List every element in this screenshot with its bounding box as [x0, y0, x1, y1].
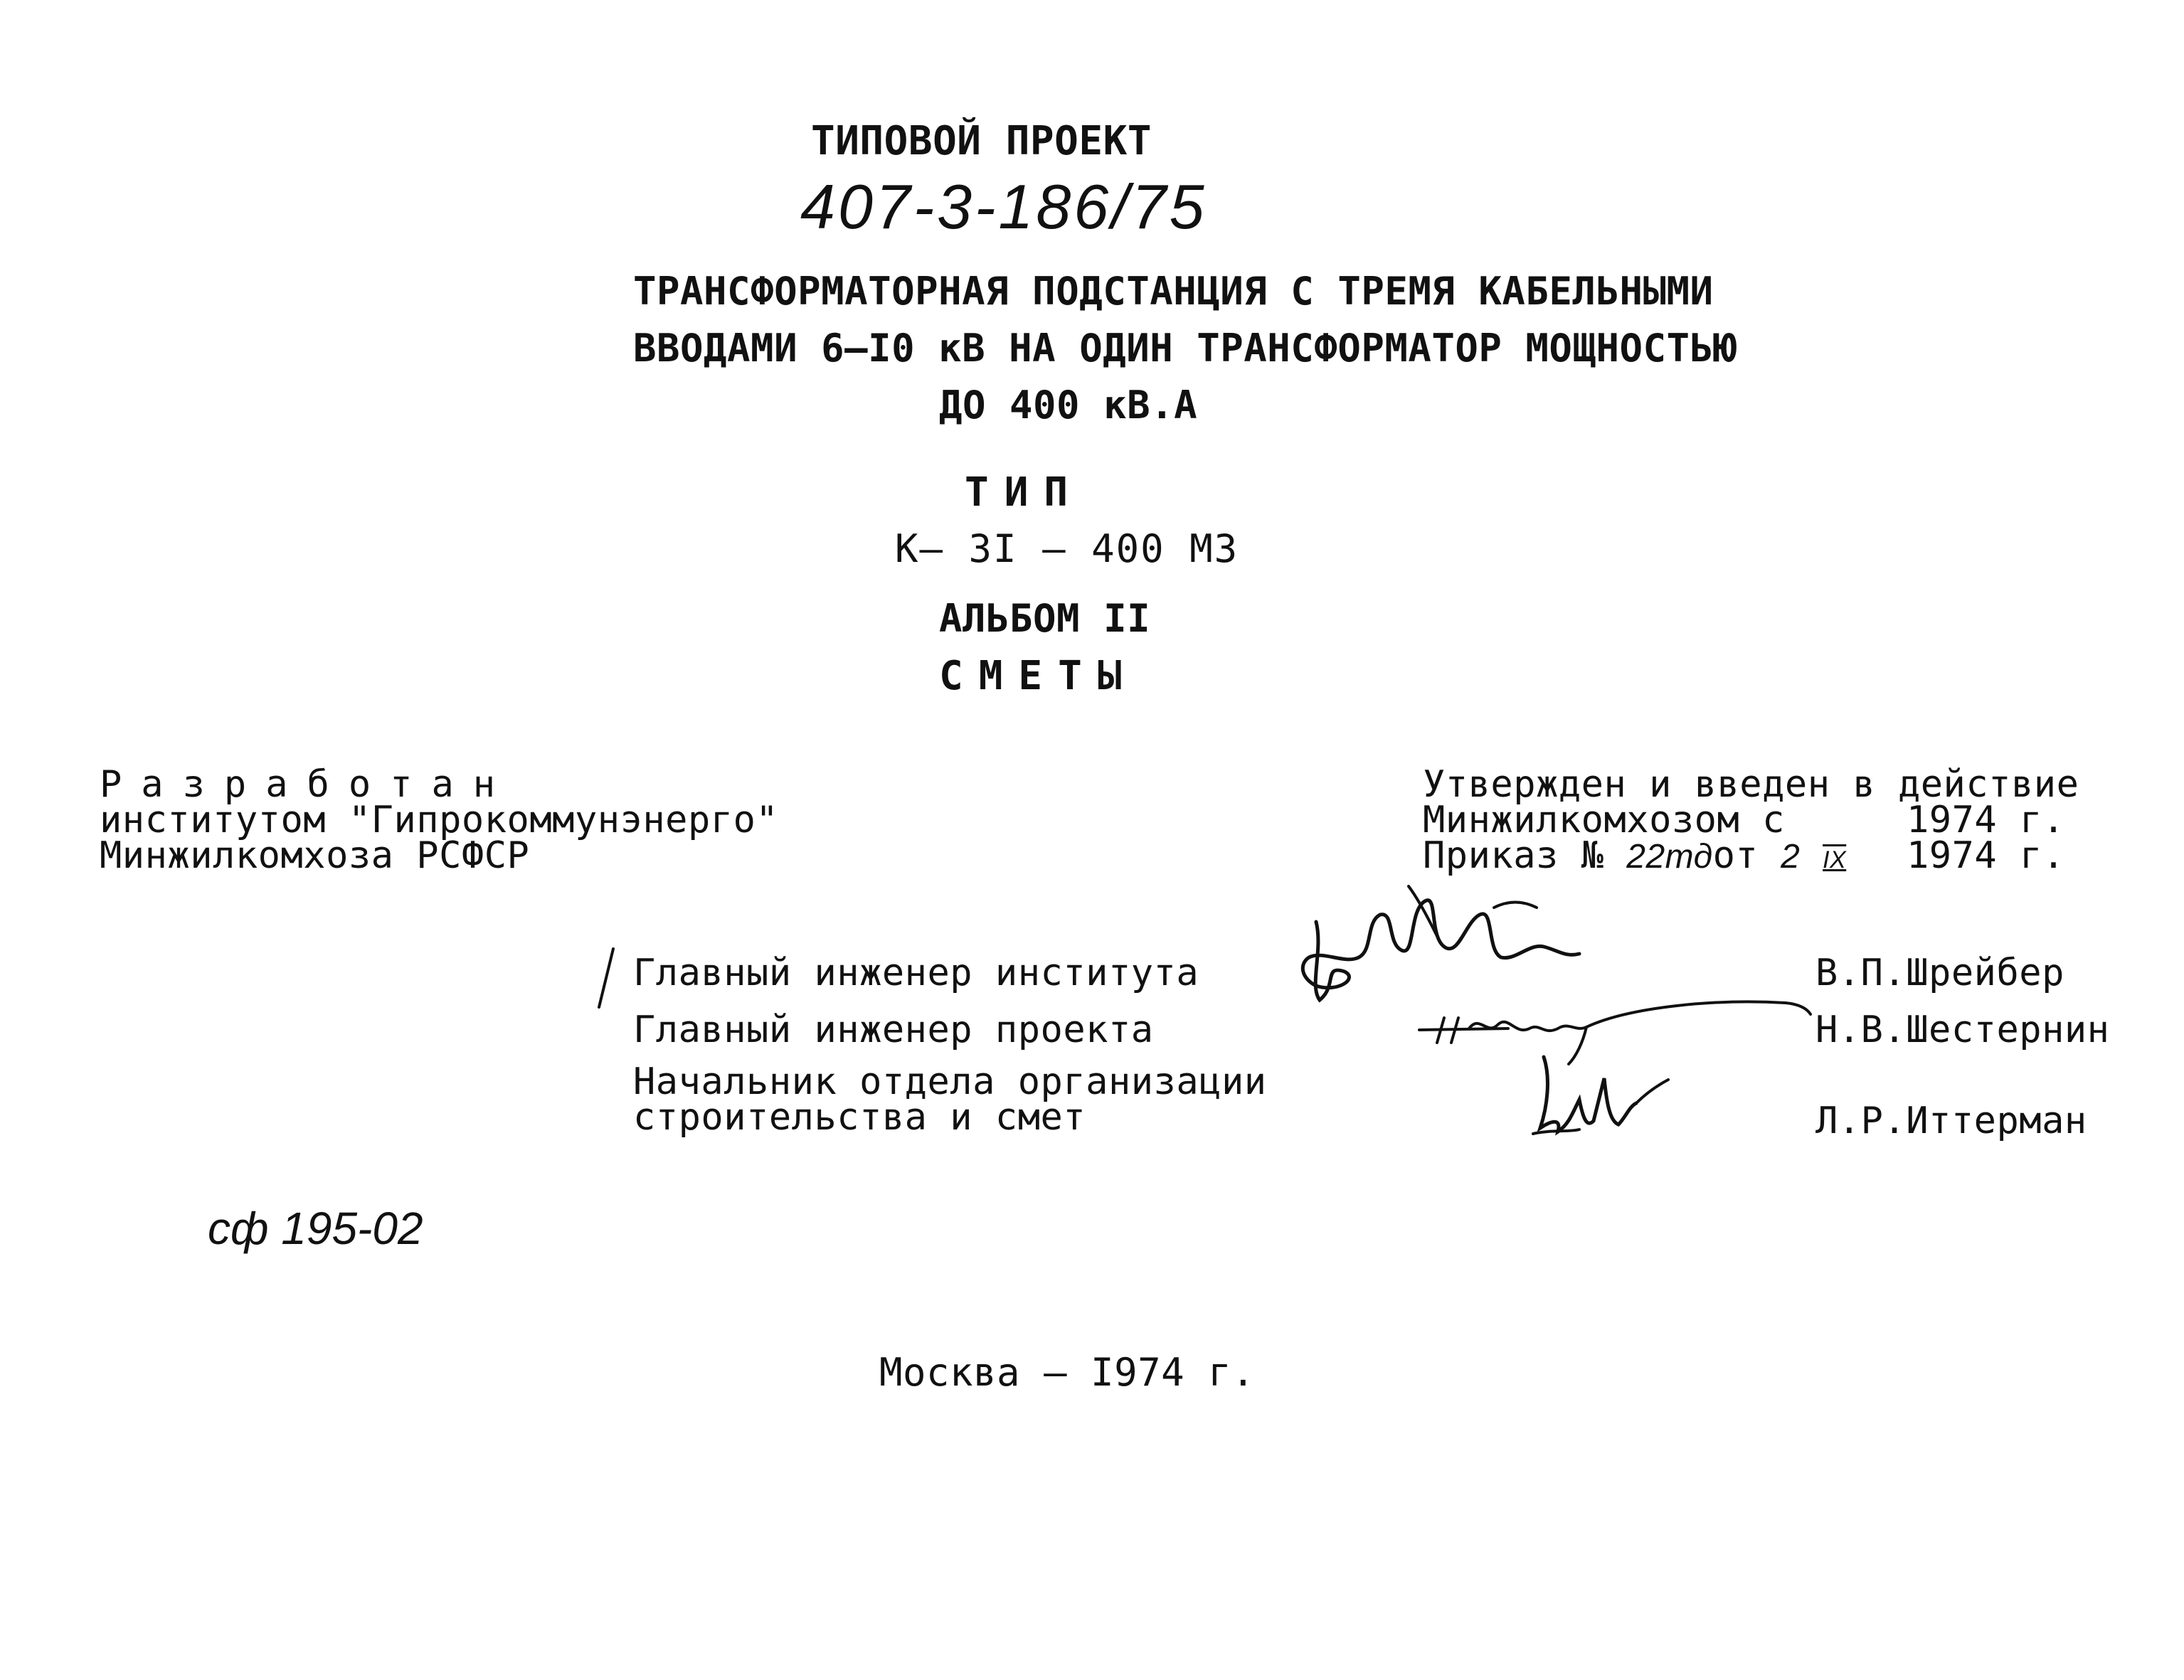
order-day: 2 — [1781, 838, 1801, 876]
approval-ministry: Минжилкомхозом с — [1423, 799, 1785, 841]
tick-mark — [595, 946, 616, 1010]
staff-position-chief-project: Главный инженер проекта — [633, 1009, 1154, 1051]
order-number: 22тд — [1626, 838, 1713, 876]
archive-code: сф 195-02 — [208, 1203, 423, 1254]
album-label: АЛЬБОМ II — [939, 596, 1151, 641]
order-month: IX — [1823, 846, 1847, 873]
series-label: ТИПОВОЙ ПРОЕКТ — [811, 118, 1152, 164]
order-from: от — [1712, 834, 1759, 877]
title-line-2: ВВОДАМИ 6–I0 кВ НА ОДИН ТРАНСФОРМАТОР МОЩНОСТЬЮ — [633, 326, 1737, 371]
developer-block — [100, 763, 779, 877]
staff-name-itterman: Л.Р.Иттерман — [1815, 1100, 2087, 1142]
signature-itterman — [1530, 1050, 1672, 1142]
project-number: 407-3-186/75 — [800, 171, 1207, 242]
city-year: Москва – I974 г. — [879, 1350, 1256, 1395]
approval-line-2 — [1423, 799, 2079, 841]
staff-name-shesternin: Н.В.Шестернин — [1815, 1009, 2110, 1051]
staff-position-dept-head — [633, 1060, 1267, 1139]
order-prefix: Приказ № — [1423, 834, 1604, 877]
approval-block — [1423, 763, 2079, 877]
type-label: ТИП — [965, 469, 1084, 516]
staff-position-chief-institute: Главный инженер института — [633, 952, 1199, 994]
approval-line-1 — [1423, 763, 2079, 806]
staff-position-dept-head-line2: строительства и смет — [633, 1096, 1086, 1139]
order-year: 1974 г. — [1907, 834, 2065, 877]
developer-ministry: Минжилкомхоза РСФСР — [100, 834, 530, 877]
developer-title: Разработан — [100, 763, 515, 806]
developer-institute: институтом "Гипрокоммунэнерго" — [100, 799, 779, 841]
approval-year: 1974 г. — [1907, 799, 2065, 841]
section-label: СМЕТЫ — [939, 653, 1138, 699]
approval-text: Утвержден и введен в действие — [1423, 763, 2079, 806]
type-code: К– 3I – 400 МЗ — [895, 526, 1239, 571]
title-line-3: ДО 400 кВ.А — [939, 383, 1198, 427]
approval-line-3 — [1423, 834, 2079, 877]
staff-name-shreiber: В.П.Шрейбер — [1815, 952, 2064, 994]
title-line-1: ТРАНСФОРМАТОРНАЯ ПОДСТАНЦИЯ С ТРЕМЯ КАБЕЛЬНЫМИ — [633, 269, 1714, 314]
staff-position-dept-head-line1: Начальник отдела организации — [633, 1060, 1267, 1103]
